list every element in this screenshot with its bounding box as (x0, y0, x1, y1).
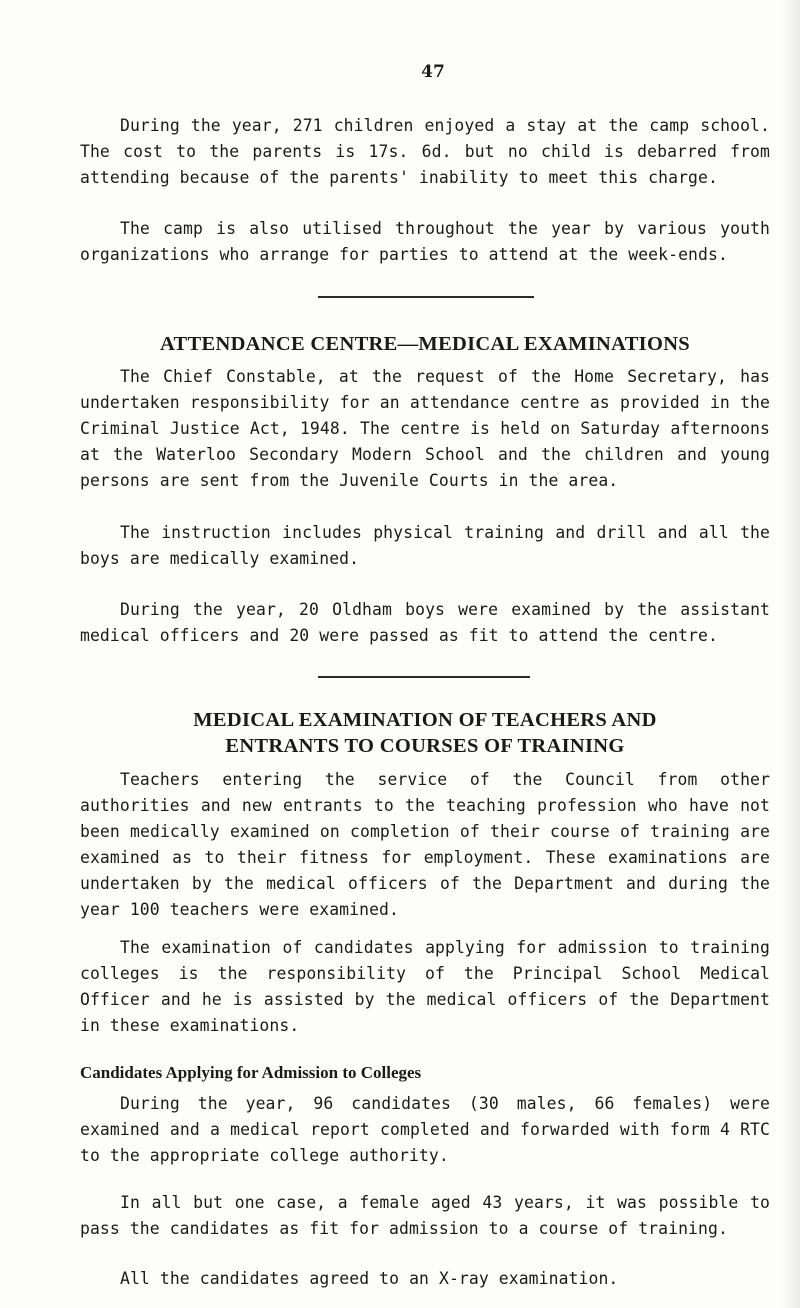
paragraph-camp-school (80, 113, 770, 191)
paragraph-text: During the year, 20 Oldham boys were examined by the assistant medical officers and 20 were passed as fit to attend the centre. (80, 600, 770, 645)
paragraph-youth-organizations (80, 216, 770, 268)
section-divider (318, 676, 530, 678)
paragraph-training-colleges (80, 935, 770, 1039)
paragraph-chief-constable (80, 364, 770, 494)
page-number: 47 (421, 62, 445, 82)
paragraph-female-aged-43 (80, 1190, 770, 1242)
paragraph-teachers-entering (80, 767, 770, 923)
paragraph-text: The instruction includes physical training and drill and all the boys are medically examined. (80, 523, 770, 568)
paragraph-x-ray (80, 1266, 770, 1292)
paragraph-text: During the year, 271 children enjoyed a stay at the camp school. The cost to the parents is 17s. 6d. but no child is debarred from attending because of the parents' inability to meet this charge. (80, 116, 770, 187)
page-edge-shadow (782, 0, 800, 1308)
heading-attendance-centre: ATTENDANCE CENTRE—MEDICAL EXAMINATIONS (159, 333, 691, 355)
subheading-candidates: Candidates Applying for Admission to Colleges (80, 1063, 422, 1082)
section-divider (318, 296, 534, 298)
paragraph-text: The camp is also utilised throughout the year by various youth organizations who arrange for parties to attend at the week-ends. (80, 219, 770, 264)
paragraph-text: Teachers entering the service of the Council from other authorities and new entrants to the teaching profession who have not been medically examined on completion of their course of training are examined as to their fitness for employment. These examinations are undertaken by the medical officers of the Department and during the year 100 teachers were examined. (80, 770, 770, 919)
heading-teachers-exam-line2: ENTRANTS TO COURSES OF TRAINING (225, 735, 625, 757)
paragraph-text: In all but one case, a female aged 43 years, it was possible to pass the candidates as fit for admission to a course of training. (80, 1193, 770, 1238)
paragraph-instruction (80, 520, 770, 572)
heading-teachers-exam-line1: MEDICAL EXAMINATION OF TEACHERS AND (193, 709, 657, 731)
paragraph-oldham-boys (80, 597, 770, 649)
paragraph-text: The Chief Constable, at the request of the Home Secretary, has undertaken responsibility for an attendance centre as provided in the Criminal Justice Act, 1948. The centre is held on Saturday afternoons at the Waterloo Secondary Modern School and the children and young persons are sent from the Juvenile Courts in the area. (80, 367, 770, 490)
paragraph-text: All the candidates agreed to an X-ray examination. (120, 1269, 619, 1288)
paragraph-text: The examination of candidates applying for admission to training colleges is the responsibility of the Principal School Medical Officer and he is assisted by the medical officers of the Department in these examinations. (80, 938, 770, 1035)
paragraph-96-candidates (80, 1091, 770, 1169)
paragraph-text: During the year, 96 candidates (30 males, 66 females) were examined and a medical report completed and forwarded with form 4 RTC to the appropriate college authority. (80, 1094, 770, 1165)
